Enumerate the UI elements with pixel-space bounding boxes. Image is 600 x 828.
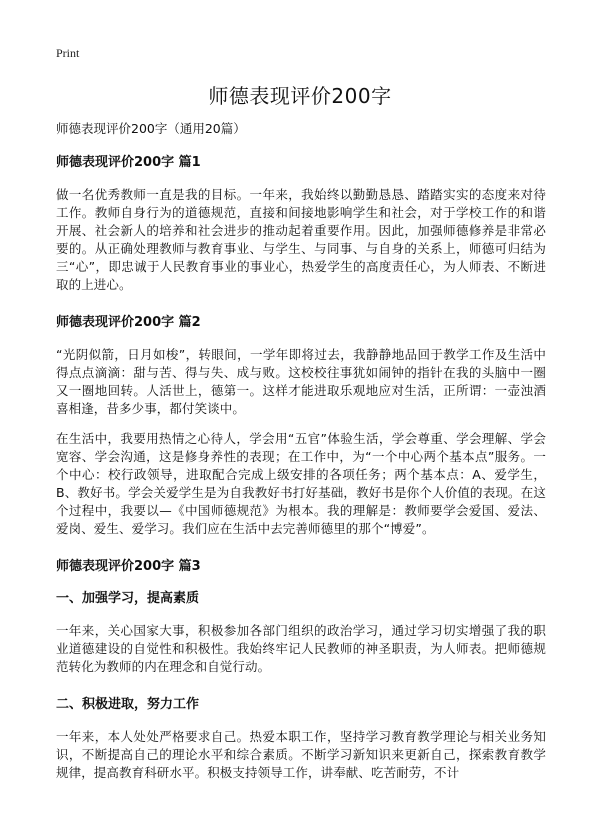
section-heading: 师德表现评价200字 篇2 <box>56 315 201 330</box>
subsection-heading: 一、加强学习，提高素质 <box>56 591 200 606</box>
section-1 <box>56 154 546 294</box>
section-heading: 师德表现评价200字 篇1 <box>56 155 201 170</box>
section-2 <box>56 314 546 538</box>
paragraph: 一年来，关心国家大事，积极参加各部门组织的政治学习，通过学习切实增强了我的职业道德建设的自觉性和积极性。我始终牢记人民教师的神圣职责，为人师表。把师德规范转化为教师的内在理念和自觉行动。 <box>56 623 546 674</box>
paragraph: 在生活中，我要用热情之心待人，学会用“五官”体验生活，学会尊重、学会理解、学会宽容、学会沟通，这是修身养性的表现；在工作中，为“一个中心两个基本点”服务。一个中心：校行政领导，进取配合完成上级安排的各项任务；两个基本点：A、爱学生，B、教好书。学会关爱学生是为自我教好书打好基础，教好书是你个人价值的表现。在这个过程中，我要以—《中国师德规范》为根本。我的理解是：教师要学会爱国、爱法、爱岗、爱生、爱学习。我们应在生活中去完善师德里的那个“博爱”。 <box>56 431 546 536</box>
paragraph: 一年来，本人处处严格要求自己。热爱本职工作，坚持学习教育教学理论与相关业务知识，不断提高自己的理论水平和综合素质。不断学习新知识来更新自己，探索教育教学规律，提高教育科研水平。积极支持领导工作，讲奉献、吃苦耐劳，不计 <box>56 729 546 780</box>
page-title: 师德表现评价200字 <box>208 84 392 108</box>
subsection-heading: 二、积极进取，努力工作 <box>56 697 200 712</box>
article-body <box>56 120 546 794</box>
paragraph: “光阴似箭，日月如梭”，转眼间，一学年即将过去，我静静地品回于教学工作及生活中得点点滴滴：甜与苦、得与失、成与败。这校校往事犹如闹钟的指针在我的头脑中一圈又一圈地回转。人活世上，德第一。这样才能进取乐观地应对生活，正所谓：一壶浊酒喜相逢，昔多少事，都付笑谈中。 <box>56 347 546 416</box>
section-heading: 师德表现评价200字 篇3 <box>56 559 201 574</box>
print-link[interactable]: Print <box>56 46 80 60</box>
paragraph: 做一名优秀教师一直是我的目标。一年来，我始终以勤勤恳恳、踏踏实实的态度来对待工作。教师自身行为的道德规范，直接和间接地影响学生和社会，对于学校工作的和谐开展、社会新人的培养和社会进步的推动起着重要作用。因此，加强师德修养是非常必要的。从正确处理教师与教育事业、与学生、与同事、与自身的关系上，师德可归结为三“心”，即忠诚于人民教育事业的事业心，热爱学生的高度责任心，为人师表、不断进取的上进心。 <box>56 187 546 292</box>
section-3 <box>56 558 546 782</box>
article-subtitle: 师德表现评价200字（通用20篇） <box>56 121 246 136</box>
